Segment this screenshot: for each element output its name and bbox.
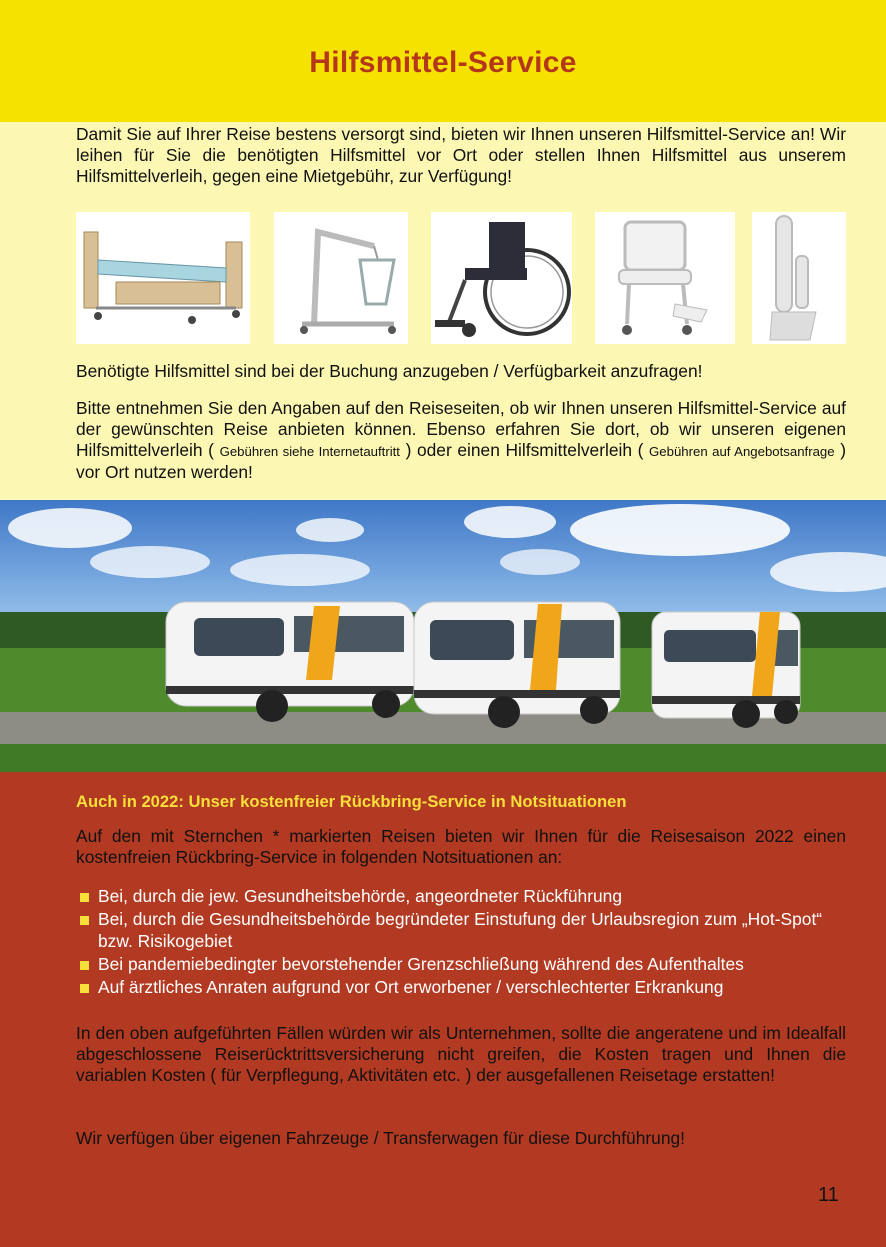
rueckbring-closing: Wir verfügen über eigenen Fahrzeuge / Transferwagen für diese Durchführung! — [76, 1128, 686, 1148]
wheelchair-image — [431, 212, 572, 344]
info-paragraph — [76, 398, 846, 483]
info-text-1: Bitte entnehmen Sie den Angaben auf den Reiseseiten, ob wir Ihnen unseren Hilfsmittel-Service auf der gewünschten Reise anbieten können. Ebenso erfahren Sie dort, ob wir unseren eigenen Hilfsmittelverleih ( — [76, 398, 846, 460]
info-text-2: ) oder einen Hilfsmittelverleih ( — [405, 440, 644, 460]
patient-lift-image — [274, 212, 408, 344]
bullet-text: Bei pandemiebedingter bevorstehender Grenzschließung während des Aufenthaltes — [98, 953, 744, 974]
rueckbring-paragraph: In den oben aufgeführten Fällen würden wir als Unternehmen, sollte die angeratene und im Idealfall abgeschlossene Reiserücktrittsversicherung nicht greifen, die Kosten tragen und Ihnen die variablen Kosten ( für Verpflegung, Aktivitäten etc. ) der ausgefallenen Reisetage erstatten! — [76, 1023, 846, 1085]
list-item — [76, 909, 856, 952]
toilet-support-rail-image — [752, 212, 846, 344]
bullet-square-icon — [80, 893, 89, 902]
intro-text: Damit Sie auf Ihrer Reise bestens versorgt sind, bieten wir Ihnen unseren Hilfsmittel-Service an! Wir leihen für Sie die benötigten Hilfsmittel vor Ort oder stellen Ihnen Hilfsmittel aus unserem Hilfsmittelverleih, gegen eine Mietgebühr, zur Verfügung! — [76, 124, 846, 186]
rueckbring-heading: Auch in 2022: Unser kostenfreier Rückbring-Service in Notsituationen — [76, 792, 627, 811]
bullet-text: Auf ärztliches Anraten aufgrund vor Ort erworbener / verschlechterter Erkrankung — [98, 976, 724, 997]
list-item — [76, 954, 856, 976]
page-number: 11 — [818, 1184, 839, 1206]
bullet-text: Bei, durch die Gesundheitsbehörde begründeter Einstufung der Urlaubsregion zum „Hot-Spot“ bzw. Risikogebiet — [98, 909, 823, 951]
page-title: Hilfsmittel-Service — [309, 46, 577, 79]
rueckbring-bullet-list — [76, 886, 856, 1000]
fee-note-internet: Gebühren siehe Internetauftritt — [219, 444, 400, 459]
care-bed-image — [76, 212, 250, 344]
fee-note-request: Gebühren auf Angebotsanfrage — [649, 444, 835, 459]
bullet-text: Bei, durch die jew. Gesundheitsbehörde, angeordneter Rückführung — [98, 886, 622, 906]
bullet-square-icon — [80, 916, 89, 925]
vans-photo — [0, 500, 886, 772]
shower-chair-image — [595, 212, 735, 344]
bullet-square-icon — [80, 984, 89, 993]
list-item — [76, 977, 856, 999]
bullet-square-icon — [80, 961, 89, 970]
info-text-3: ) vor Ort nutzen werden! — [76, 440, 846, 482]
notice-text: Benötigte Hilfsmittel sind bei der Buchung anzugeben / Verfügbarkeit anzufragen! — [76, 361, 703, 381]
rueckbring-intro: Auf den mit Sternchen * markierten Reisen bieten wir Ihnen für die Reisesaison 2022 einen kostenfreien Rückbring-Service in folgenden Notsituationen an: — [76, 826, 846, 867]
list-item — [76, 886, 856, 908]
